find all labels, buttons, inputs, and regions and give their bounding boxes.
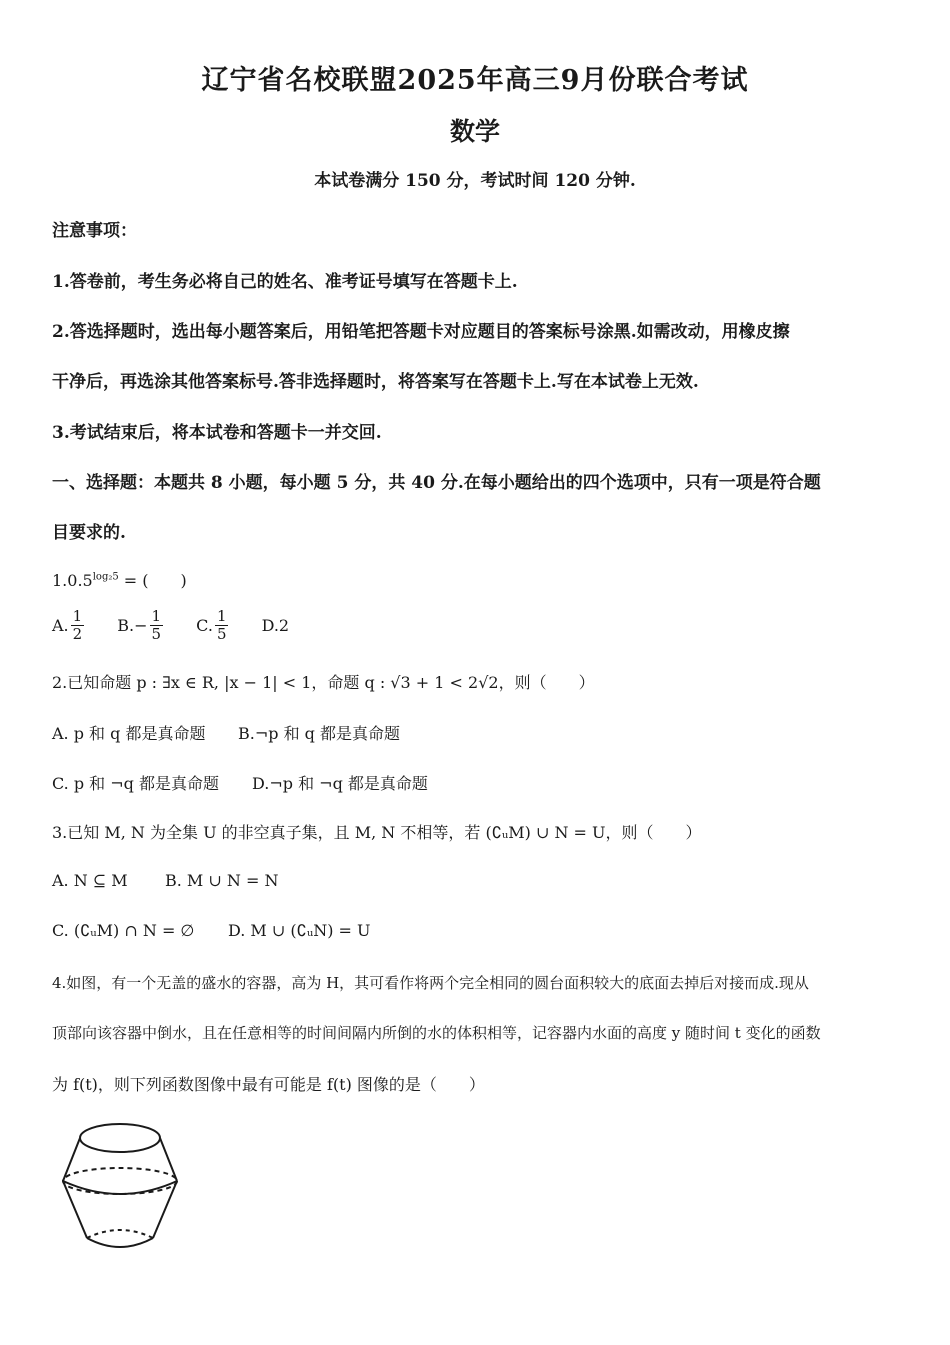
q3-stem: 3.已知 M, N 为全集 U 的非空真子集，且 M, N 不相等，若 (∁ᵤM) ∪ N = U，则（ ）: [52, 823, 702, 842]
q4-stem-line1: 4.如图，有一个无盖的盛水的容器，高为 H，其可看作将两个完全相同的圆台面积较大的底面去掉后对接而成.现从: [52, 974, 809, 992]
top-rim: [80, 1124, 160, 1152]
exam-subject: 数学: [449, 117, 500, 146]
q1-option-c-fraction: [215, 608, 229, 643]
notice-item-3: 3.考试结束后，将本试卷和答题卡一并交回.: [52, 423, 382, 443]
q1-option-b-denominator: 5: [151, 625, 162, 643]
q1-option-a-numerator: 1: [72, 607, 83, 625]
exam-title: 辽宁省名校联盟2025年高三9月份联合考试: [201, 65, 749, 96]
q2-stem: 2.已知命题 p : ∃x ∈ R, |x − 1| < 1，命题 q : √3 + 1 < 2√2，则（ ）: [52, 673, 595, 692]
upper-right-side: [160, 1138, 177, 1181]
q1-option-c-denominator: 5: [216, 625, 227, 643]
q1-option-b-label: B.−: [117, 616, 148, 635]
notice-item-2-line1: 2.答选择题时，选出每小题答案后，用铅笔把答题卡对应题目的答案标号涂黑.如需改动，用橡皮擦: [52, 322, 790, 342]
q3-option-a: A. N ⊆ M: [52, 871, 128, 890]
bottom-back: [87, 1230, 153, 1238]
q1-option-c-numerator: 1: [216, 607, 227, 625]
notice-heading: 注意事项：: [52, 221, 137, 241]
q1-stem-exponent: log₂5: [92, 571, 119, 583]
container-figure: [50, 1110, 190, 1260]
notice-item-2-line2: 干净后，再选涂其他答案标号.答非选择题时，将答案写在答题卡上.写在本试卷上无效.: [52, 372, 699, 392]
q1-option-b-fraction: [150, 608, 164, 643]
q1-option-b-numerator: 1: [151, 607, 162, 625]
score-info: 本试卷满分 150 分，考试时间 120 分钟.: [314, 171, 636, 191]
bottom-front: [87, 1238, 153, 1247]
q1-option-a-label: A.: [52, 616, 69, 635]
q4-stem-line2: 顶部向该容器中倒水，且在任意相等的时间间隔内所倒的水的体积相等，记容器内水面的高度 y 随时间 t 变化的函数: [52, 1024, 821, 1042]
q1-stem-suffix: = ( ): [118, 571, 187, 590]
q1-option-c-label: C.: [196, 616, 213, 635]
q4-stem-line3: 为 f(t)，则下列函数图像中最有可能是 f(t) 图像的是（ ）: [52, 1075, 485, 1094]
q3-option-c: C. (∁ᵤM) ∩ N = ∅: [52, 921, 195, 940]
middle-joint-front: [63, 1181, 177, 1194]
notice-item-1: 1.答卷前，考生务必将自己的姓名、准考证号填写在答题卡上.: [52, 272, 518, 292]
section1-heading-line1: 一、选择题：本题共 8 小题，每小题 5 分，共 40 分.在每小题给出的四个选项中，只有一项是符合题: [52, 473, 821, 493]
q2-option-c: C. p 和 ¬q 都是真命题: [52, 774, 219, 793]
section1-heading-line2: 目要求的.: [52, 523, 126, 543]
q1-options: [52, 608, 315, 643]
q1-option-c: [196, 608, 230, 643]
q1-option-d: D.2: [261, 616, 290, 635]
upper-left-side: [63, 1138, 80, 1181]
q2-option-a: A. p 和 q 都是真命题: [52, 724, 206, 743]
q3-option-b: B. M ∪ N = N: [165, 871, 279, 890]
q2-option-b: B.¬p 和 q 都是真命题: [238, 724, 400, 743]
q2-option-d: D.¬p 和 ¬q 都是真命题: [252, 774, 428, 793]
q1-option-a-denominator: 2: [72, 625, 83, 643]
middle-joint-back: [63, 1168, 177, 1194]
q3-option-d: D. M ∪ (∁ᵤN) = U: [228, 921, 371, 940]
q1-option-a-fraction: [71, 608, 85, 643]
q1-option-b: [117, 608, 165, 643]
q1-stem-base: 1.0.5: [52, 571, 93, 590]
q1-option-a: [52, 608, 86, 643]
q1-stem: [52, 568, 187, 591]
